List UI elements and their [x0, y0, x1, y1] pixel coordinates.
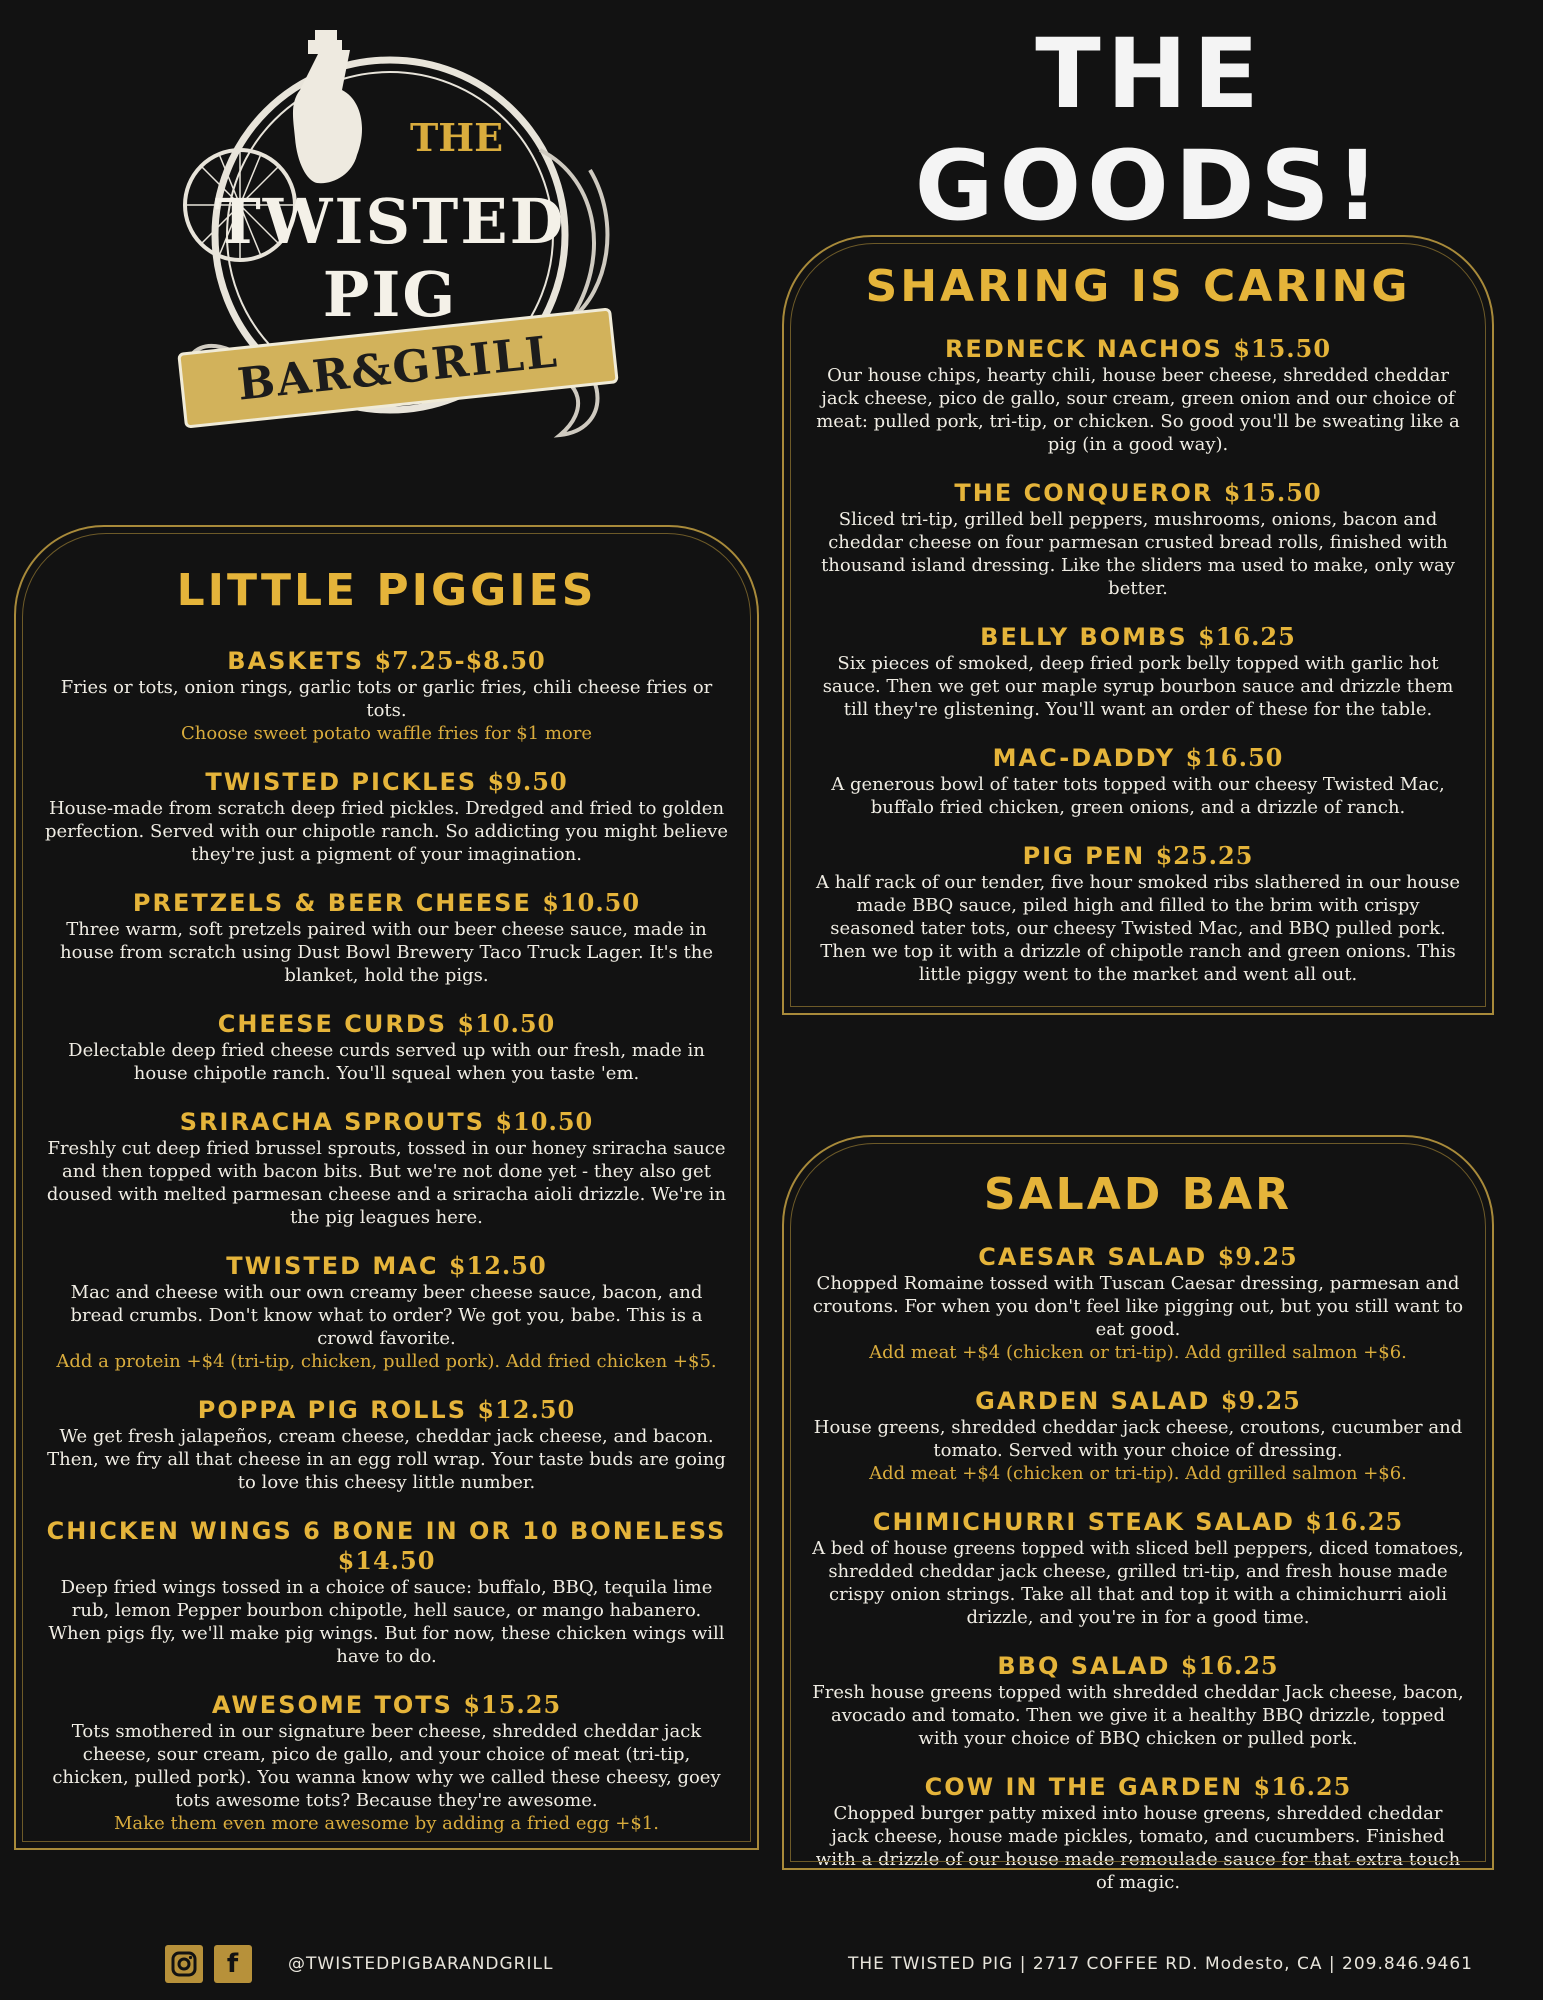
menu-item-price: $10.50	[457, 1009, 556, 1038]
menu-item-title	[44, 1395, 729, 1425]
menu-item-price: $16.25	[1180, 1651, 1279, 1680]
menu-item-description: Fresh house greens topped with shredded cheddar Jack cheese, bacon, avocado and tomato. Then we give it a healthy BBQ drizzle, topped with your choice of BBQ chicken or pulled pork.	[812, 1682, 1464, 1749]
restaurant-address: THE TWISTED PIG | 2717 COFFEE RD. Modesto, CA | 209.846.9461	[847, 1954, 1473, 1974]
menu-item-name: BASKETS	[227, 647, 365, 675]
menu-item-name: CAESAR SALAD	[978, 1243, 1208, 1271]
menu-item-price: $16.50	[1185, 743, 1284, 772]
menu-item-name: POPPA PIG ROLLS	[197, 1396, 467, 1424]
section-sharing-is-caring	[782, 235, 1494, 1015]
section-little-piggies	[14, 525, 759, 1850]
footer	[0, 1945, 1543, 1985]
section-items	[784, 334, 1492, 986]
menu-item-name: REDNECK NACHOS	[944, 335, 1223, 363]
menu-item-description: Our house chips, hearty chili, house beer cheese, shredded cheddar jack cheese, pico de gallo, sour cream, green onion and our choice of meat: pulled pork, tri-tip, or chicken. So good you'll be sweating like a pig (in a good way).	[816, 365, 1460, 455]
menu-item-description: We get fresh jalapeños, cream cheese, cheddar jack cheese, and bacon. Then, we fry all that cheese in an egg roll wrap. Your taste buds are going to love this cheesy little number.	[47, 1426, 726, 1493]
menu-item	[44, 1690, 729, 1835]
menu-item-price: $16.25	[1305, 1507, 1404, 1536]
menu-item-description: Chopped burger patty mixed into house greens, shredded cheddar jack cheese, house made pickles, tomato, and cucumbers. Finished with a drizzle of our house made remoulade sauce for that extra touch of magic.	[815, 1803, 1461, 1893]
menu-item-price: $9.50	[487, 767, 568, 796]
menu-item	[812, 1386, 1464, 1485]
menu-item-name: CHEESE CURDS	[217, 1010, 448, 1038]
menu-item-addon: Make them even more awesome by adding a fried egg +$1.	[114, 1813, 659, 1834]
menu-item	[44, 1107, 729, 1229]
menu-item-name: THE CONQUEROR	[954, 479, 1214, 507]
menu-item	[44, 1395, 729, 1494]
menu-item-name: COW IN THE GARDEN	[924, 1773, 1244, 1801]
menu-item-price: $12.50	[477, 1395, 576, 1424]
menu-item-addon: Choose sweet potato waffle fries for $1 more	[181, 723, 592, 744]
menu-item-price: $10.50	[495, 1107, 594, 1136]
menu-item-name: MAC-DADDY	[992, 744, 1176, 772]
menu-item-description: Tots smothered in our signature beer cheese, shredded cheddar jack cheese, sour cream, pico de gallo, and your choice of meat (tri-tip, chicken, pulled pork). You wanna know why we called these cheesy, goey tots awesome tots? Because they're awesome.	[52, 1721, 721, 1811]
menu-item-title	[812, 1651, 1464, 1681]
menu-item-price: $12.50	[448, 1251, 547, 1280]
menu-item-description: A half rack of our tender, five hour smoked ribs slathered in our house made BBQ sauce, piled high and filled to the brim with crispy seasoned tater tots, our cheesy Twisted Mac, and BBQ pulled pork. Then we top it with a drizzle of chipotle ranch and green onions. This little piggy went to the market and went all out.	[815, 872, 1461, 985]
menu-item-addon: Add meat +$4 (chicken or tri-tip). Add grilled salmon +$6.	[869, 1463, 1407, 1484]
menu-item-price: $15.50	[1223, 478, 1322, 507]
menu-item	[812, 478, 1464, 600]
menu-item-name: CHICKEN WINGS 6 BONE IN OR 10 BONELESS	[46, 1517, 727, 1545]
menu-item-title	[812, 622, 1464, 652]
menu-item-description: Chopped Romaine tossed with Tuscan Caesar dressing, parmesan and croutons. For when you don't feel like pigging out, but you still want to eat good.	[812, 1273, 1464, 1340]
menu-item-name: CHIMICHURRI STEAK SALAD	[872, 1508, 1295, 1536]
menu-item-name: TWISTED MAC	[226, 1252, 439, 1280]
section-items	[784, 1242, 1492, 1894]
menu-item-name: AWESOME TOTS	[211, 1691, 453, 1719]
menu-item-title	[44, 1009, 729, 1039]
menu-item-description: A generous bowl of tater tots topped with our cheesy Twisted Mac, buffalo fried chicken, green onions, and a drizzle of ranch.	[831, 774, 1445, 818]
menu-item	[812, 1507, 1464, 1629]
instagram-glyph	[170, 1950, 198, 1978]
section-title: SHARING IS CARING	[865, 261, 1411, 312]
section-title: LITTLE PIGGIES	[176, 565, 597, 616]
menu-item	[812, 743, 1464, 819]
menu-item-title	[44, 767, 729, 797]
menu-item-title	[44, 888, 729, 918]
facebook-icon[interactable]	[214, 1945, 252, 1983]
menu-item	[812, 1772, 1464, 1894]
menu-item-name: BELLY BOMBS	[980, 623, 1188, 651]
menu-item-price: $7.25-$8.50	[374, 646, 546, 675]
menu-item-description: Delectable deep fried cheese curds served up with our fresh, made in house chipotle ranch. You'll squeal when you taste 'em.	[68, 1040, 705, 1084]
logo-banner-text: BAR&GRILL	[235, 325, 561, 411]
menu-item	[44, 888, 729, 987]
menu-item	[812, 334, 1464, 456]
menu-item	[44, 1516, 729, 1668]
menu-item	[44, 646, 729, 745]
menu-item-price: $15.25	[463, 1690, 562, 1719]
menu-item-name: PIG PEN	[1022, 842, 1146, 870]
menu-item-description: Fries or tots, onion rings, garlic tots or garlic fries, chili cheese fries or tots.	[60, 677, 713, 721]
menu-item-title	[812, 1507, 1464, 1537]
menu-item-addon: Add a protein +$4 (tri-tip, chicken, pulled pork). Add fried chicken +$5.	[56, 1351, 717, 1372]
section-salad-bar	[782, 1135, 1494, 1893]
menu-item	[812, 622, 1464, 721]
menu-item-title	[44, 1516, 729, 1576]
instagram-icon[interactable]	[165, 1945, 203, 1983]
menu-item-price: $16.25	[1197, 622, 1296, 651]
menu-item-name: GARDEN SALAD	[975, 1387, 1211, 1415]
menu-item-name: TWISTED PICKLES	[205, 768, 478, 796]
menu-item-title	[812, 478, 1464, 508]
menu-item-title	[812, 1242, 1464, 1272]
menu-item-name: SRIRACHA SPROUTS	[179, 1108, 486, 1136]
menu-item-description: House greens, shredded cheddar jack cheese, croutons, cucumber and tomato. Served with your choice of dressing.	[813, 1417, 1463, 1461]
menu-item-name: PRETZELS & BEER CHEESE	[132, 889, 532, 917]
menu-item-price: $14.50	[337, 1546, 436, 1575]
logo-the: THE	[410, 115, 504, 160]
menu-item-title	[44, 1107, 729, 1137]
section-items	[16, 646, 757, 1835]
menu-item	[812, 1651, 1464, 1750]
logo-name: TWISTED PIG	[214, 185, 566, 331]
menu-item-addon: Add meat +$4 (chicken or tri-tip). Add grilled salmon +$6.	[869, 1342, 1407, 1363]
menu-item-description: Deep fried wings tossed in a choice of sauce: buffalo, BBQ, tequila lime rub, lemon Pepper bourbon chipotle, hell sauce, or mango habanero. When pigs fly, we'll make pig wings. But for now, these chicken wings will have to do.	[48, 1577, 725, 1667]
menu-item	[44, 767, 729, 866]
menu-item-title	[44, 646, 729, 676]
menu-item-description: House-made from scratch deep fried pickles. Dredged and fried to golden perfection. Served with our chipotle ranch. So addicting you might believe they're just a pigment of your imagination.	[44, 798, 729, 865]
social-handle[interactable]: @TWISTEDPIGBARANDGRILL	[288, 1954, 554, 1974]
menu-item-description: Mac and cheese with our own creamy beer cheese sauce, bacon, and bread crumbs. Don't know what to order? We got you, babe. This is a crowd favorite.	[70, 1282, 703, 1349]
menu-item-price: $9.25	[1217, 1242, 1298, 1271]
menu-item-description: Sliced tri-tip, grilled bell peppers, mushrooms, onions, bacon and cheddar cheese on four parmesan crusted bread rolls, finished with thousand island dressing. Like the sliders ma used to make, only way better.	[821, 509, 1455, 599]
menu-item-title	[44, 1690, 729, 1720]
menu-item	[44, 1009, 729, 1085]
menu-item-price: $10.50	[542, 888, 641, 917]
facebook-glyph: f	[226, 1949, 240, 1979]
menu-item-price: $25.25	[1155, 841, 1254, 870]
menu-item-description: Three warm, soft pretzels paired with our beer cheese sauce, made in house from scratch using Dust Bowl Brewery Taco Truck Lager. It's the blanket, hold the pigs.	[60, 919, 713, 986]
menu-item-title	[812, 743, 1464, 773]
menu-item-description: A bed of house greens topped with sliced bell peppers, diced tomatoes, shredded cheddar jack cheese, grilled tri-tip, and fresh house made crispy onion strings. Take all that and top it with a chimichurri aioli drizzle, and you're in for a good time.	[812, 1538, 1464, 1628]
menu-item-price: $16.25	[1253, 1772, 1352, 1801]
menu-item-title	[812, 1772, 1464, 1802]
menu-item-description: Six pieces of smoked, deep fried pork belly topped with garlic hot sauce. Then we get our maple syrup bourbon sauce and drizzle them till they're glistening. You'll want an order of these for the table.	[822, 653, 1454, 720]
menu-item-title	[812, 1386, 1464, 1416]
menu-item-price: $15.50	[1233, 334, 1332, 363]
menu-item-description: Freshly cut deep fried brussel sprouts, tossed in our honey sriracha sauce and then topped with bacon bits. But we're not done yet - they also get doused with melted parmesan cheese and a sriracha aioli drizzle. We're in the pig leagues here.	[46, 1138, 727, 1228]
menu-item-name: BBQ SALAD	[997, 1652, 1171, 1680]
menu-item	[44, 1251, 729, 1373]
menu-item-title	[44, 1251, 729, 1281]
menu-item	[812, 841, 1464, 986]
menu-item	[812, 1242, 1464, 1364]
menu-item-title	[812, 334, 1464, 364]
menu-item-price: $9.25	[1220, 1386, 1301, 1415]
page-headline: THE GOODS!	[914, 18, 1386, 242]
restaurant-logo	[140, 30, 640, 470]
section-title: SALAD BAR	[983, 1169, 1293, 1220]
menu-item-title	[812, 841, 1464, 871]
